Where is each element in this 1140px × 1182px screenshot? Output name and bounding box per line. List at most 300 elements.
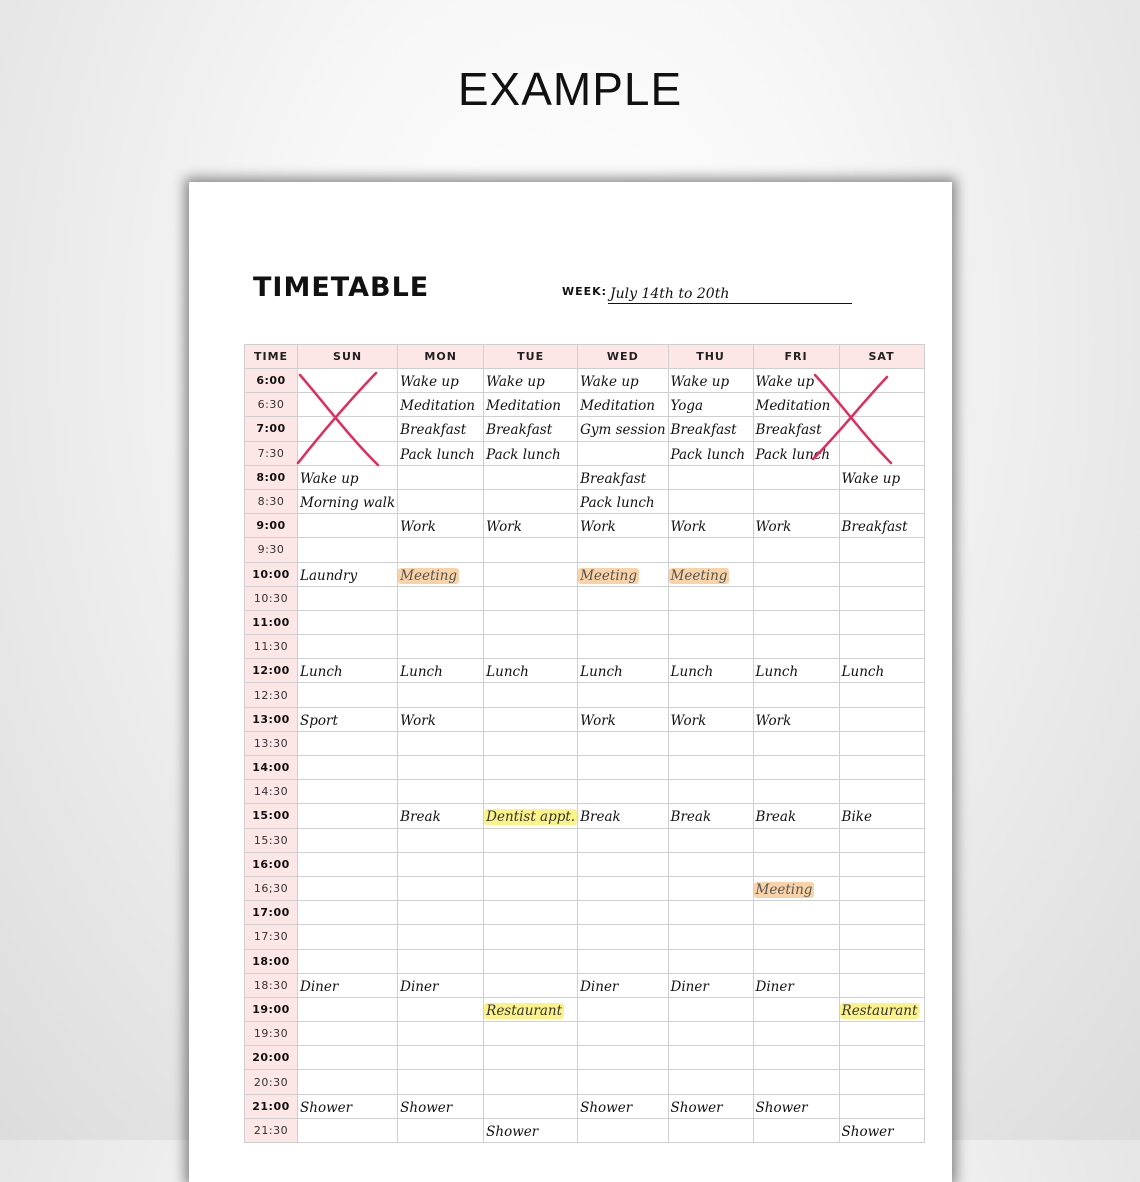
schedule-cell[interactable] [398,731,484,755]
schedule-cell[interactable] [839,1070,924,1094]
time-cell: 21:30 [245,1118,298,1142]
schedule-cell[interactable] [668,586,753,610]
table-row [245,780,925,804]
column-header-thu: THU [668,345,753,369]
schedule-cell[interactable] [578,756,668,780]
schedule-entry: Morning walk [300,495,396,512]
time-cell: 14:00 [245,756,298,780]
schedule-entry: Meditation [580,398,655,415]
schedule-entry: Lunch [841,664,885,681]
schedule-cell[interactable] [668,683,753,707]
schedule-cell[interactable] [668,997,753,1021]
schedule-cell[interactable] [753,804,839,828]
schedule-cell[interactable] [668,417,753,441]
schedule-cell[interactable] [298,1070,398,1094]
schedule-cell[interactable] [578,780,668,804]
schedule-cell[interactable] [398,1046,484,1070]
time-cell: 15:00 [245,804,298,828]
schedule-cell[interactable] [578,1094,668,1118]
schedule-cell[interactable] [484,973,578,997]
schedule-cell[interactable] [753,683,839,707]
schedule-entry: Shower [670,1099,723,1116]
table-row [245,1070,925,1094]
schedule-cell[interactable] [398,852,484,876]
schedule-cell[interactable] [839,901,924,925]
schedule-cell[interactable] [298,731,398,755]
time-cell: 13:00 [245,707,298,731]
time-cell: 10:00 [245,562,298,586]
schedule-cell[interactable] [578,417,668,441]
time-cell: 19:00 [245,997,298,1021]
schedule-cell[interactable] [668,973,753,997]
table-row [245,804,925,828]
schedule-cell[interactable] [839,780,924,804]
schedule-cell[interactable] [753,610,839,634]
schedule-cell[interactable] [668,393,753,417]
time-cell: 9:00 [245,514,298,538]
schedule-cell[interactable] [839,876,924,900]
table-row [245,901,925,925]
schedule-cell[interactable] [298,562,398,586]
schedule-cell[interactable] [484,489,578,513]
schedule-cell[interactable] [578,925,668,949]
schedule-cell[interactable] [484,756,578,780]
schedule-cell[interactable] [398,949,484,973]
schedule-cell[interactable] [668,780,753,804]
schedule-cell[interactable] [484,369,578,393]
schedule-entry: Pack lunch [580,495,655,512]
schedule-cell[interactable] [668,441,753,465]
schedule-entry: Diner [670,978,709,995]
schedule-cell[interactable] [668,1094,753,1118]
table-row [245,925,925,949]
schedule-cell[interactable] [753,514,839,538]
schedule-entry: Breakfast [486,422,553,439]
schedule-cell[interactable] [298,635,398,659]
schedule-cell[interactable] [484,1070,578,1094]
schedule-entry: Pack lunch [400,446,475,463]
schedule-entry: Pack lunch [486,446,561,463]
schedule-cell[interactable] [839,1094,924,1118]
schedule-cell[interactable] [753,925,839,949]
schedule-entry: Meeting [580,567,637,584]
schedule-cell[interactable] [298,925,398,949]
schedule-cell[interactable] [578,1022,668,1046]
schedule-cell[interactable] [484,562,578,586]
time-cell: 11:00 [245,610,298,634]
schedule-cell[interactable] [668,925,753,949]
schedule-cell[interactable] [398,610,484,634]
table-row [245,586,925,610]
schedule-cell[interactable] [298,901,398,925]
table-row [245,852,925,876]
schedule-cell[interactable] [753,1070,839,1094]
schedule-cell[interactable] [839,683,924,707]
schedule-cell[interactable] [298,780,398,804]
schedule-cell[interactable] [753,731,839,755]
schedule-cell[interactable] [839,1046,924,1070]
schedule-cell[interactable] [753,707,839,731]
schedule-cell[interactable] [668,1046,753,1070]
schedule-cell[interactable] [668,1022,753,1046]
schedule-cell[interactable] [484,901,578,925]
schedule-entry: Yoga [670,398,704,415]
table-row [245,635,925,659]
schedule-cell[interactable] [668,1070,753,1094]
schedule-cell[interactable] [578,901,668,925]
schedule-cell[interactable] [484,1046,578,1070]
schedule-cell[interactable] [484,925,578,949]
schedule-cell[interactable] [398,804,484,828]
schedule-cell[interactable] [484,417,578,441]
schedule-cell[interactable] [398,659,484,683]
schedule-cell[interactable] [484,949,578,973]
schedule-cell[interactable] [668,804,753,828]
schedule-cell[interactable] [398,1118,484,1142]
schedule-cell[interactable] [668,659,753,683]
schedule-entry: Lunch [670,664,714,681]
schedule-entry: Diner [580,978,619,995]
schedule-cell[interactable] [578,659,668,683]
schedule-cell[interactable] [298,538,398,562]
schedule-cell[interactable] [398,707,484,731]
time-cell: 8:00 [245,465,298,489]
schedule-cell[interactable] [668,538,753,562]
schedule-cell[interactable] [484,393,578,417]
time-cell: 18:30 [245,973,298,997]
schedule-entry: Breakfast [755,422,822,439]
schedule-cell[interactable] [298,610,398,634]
schedule-cell[interactable] [578,804,668,828]
schedule-entry: Meeting [400,567,458,584]
schedule-cell[interactable] [398,1022,484,1046]
schedule-entry: Lunch [580,664,623,681]
schedule-cell[interactable] [578,489,668,513]
schedule-entry: Wake up [486,374,545,391]
schedule-cell[interactable] [578,465,668,489]
schedule-cell[interactable] [484,731,578,755]
schedule-cell[interactable] [298,973,398,997]
table-row [245,973,925,997]
time-cell: 12:30 [245,683,298,707]
schedule-cell[interactable] [398,901,484,925]
schedule-cell[interactable] [484,707,578,731]
schedule-cell[interactable] [753,997,839,1021]
schedule-cell[interactable] [484,780,578,804]
schedule-entry: Work [400,519,436,536]
schedule-cell[interactable] [484,514,578,538]
schedule-cell[interactable] [398,973,484,997]
schedule-cell[interactable] [578,586,668,610]
schedule-cell[interactable] [398,635,484,659]
schedule-cell[interactable] [668,610,753,634]
column-header-tue: TUE [484,345,578,369]
schedule-cell[interactable] [753,586,839,610]
schedule-cell[interactable] [839,489,924,513]
schedule-cell[interactable] [668,514,753,538]
schedule-cell[interactable] [839,731,924,755]
schedule-cell[interactable] [398,562,484,586]
time-cell: 16;30 [245,876,298,900]
schedule-entry: Work [580,519,616,536]
schedule-entry: Breakfast [841,519,908,536]
schedule-cell[interactable] [668,756,753,780]
schedule-cell[interactable] [668,901,753,925]
schedule-cell[interactable] [753,780,839,804]
table-row [245,1118,925,1142]
schedule-cell[interactable] [839,925,924,949]
schedule-cell[interactable] [668,635,753,659]
page-title: TIMETABLE [253,272,430,303]
schedule-cell[interactable] [753,635,839,659]
week-underline [608,303,852,304]
schedule-cell[interactable] [753,1118,839,1142]
time-cell: 7:00 [245,417,298,441]
column-header-wed: WED [578,345,668,369]
table-row [245,949,925,973]
schedule-cell[interactable] [839,514,924,538]
schedule-entry: Restaurant [841,1002,918,1019]
schedule-cell[interactable] [298,876,398,900]
schedule-cell[interactable] [298,852,398,876]
schedule-cell[interactable] [578,852,668,876]
schedule-cell[interactable] [753,538,839,562]
schedule-cell[interactable] [398,683,484,707]
time-cell: 9:30 [245,538,298,562]
schedule-cell[interactable] [839,852,924,876]
schedule-cell[interactable] [753,1046,839,1070]
schedule-cell[interactable] [398,465,484,489]
schedule-cell[interactable] [753,973,839,997]
schedule-cell[interactable] [839,707,924,731]
schedule-cell[interactable] [839,1022,924,1046]
schedule-cell[interactable] [839,804,924,828]
schedule-cell[interactable] [578,514,668,538]
schedule-cell[interactable] [753,1094,839,1118]
schedule-cell[interactable] [578,369,668,393]
sat-cross-out-mark [809,371,895,467]
schedule-entry: Gym session [580,422,666,439]
schedule-cell[interactable] [398,514,484,538]
schedule-cell[interactable] [753,876,839,900]
schedule-cell[interactable] [484,586,578,610]
schedule-cell[interactable] [484,1022,578,1046]
schedule-cell[interactable] [668,852,753,876]
schedule-cell[interactable] [839,973,924,997]
schedule-cell[interactable] [839,997,924,1021]
schedule-cell[interactable] [398,780,484,804]
schedule-cell[interactable] [578,973,668,997]
schedule-entry: Break [400,809,441,826]
schedule-cell[interactable] [398,1094,484,1118]
schedule-cell[interactable] [753,756,839,780]
schedule-cell[interactable] [753,828,839,852]
schedule-entry: Dentist appt. [486,809,576,826]
schedule-cell[interactable] [298,514,398,538]
schedule-cell[interactable] [668,562,753,586]
schedule-entry: Diner [755,978,794,995]
schedule-entry: Meditation [486,398,561,415]
time-cell: 12:00 [245,659,298,683]
schedule-cell[interactable] [398,1070,484,1094]
schedule-cell[interactable] [398,538,484,562]
schedule-cell[interactable] [398,876,484,900]
schedule-cell[interactable] [668,828,753,852]
column-header-sun: SUN [298,345,398,369]
schedule-entry: Lunch [486,664,529,681]
schedule-entry: Restaurant [486,1002,563,1019]
schedule-cell[interactable] [753,949,839,973]
header-row [245,345,925,369]
schedule-cell[interactable] [839,659,924,683]
schedule-cell[interactable] [398,393,484,417]
schedule-cell[interactable] [398,756,484,780]
schedule-cell[interactable] [839,562,924,586]
schedule-cell[interactable] [298,707,398,731]
schedule-cell[interactable] [298,586,398,610]
schedule-cell[interactable] [484,659,578,683]
schedule-cell[interactable] [839,949,924,973]
schedule-cell[interactable] [668,489,753,513]
schedule-cell[interactable] [839,828,924,852]
schedule-cell[interactable] [484,441,578,465]
schedule-cell[interactable] [578,441,668,465]
schedule-cell[interactable] [398,925,484,949]
schedule-cell[interactable] [298,949,398,973]
schedule-cell[interactable] [484,852,578,876]
schedule-cell[interactable] [753,659,839,683]
schedule-entry: Pack lunch [670,446,746,463]
schedule-entry: Work [670,712,707,729]
schedule-cell[interactable] [668,707,753,731]
schedule-cell[interactable] [398,489,484,513]
schedule-cell[interactable] [484,804,578,828]
schedule-cell[interactable] [668,876,753,900]
table-row [245,659,925,683]
schedule-cell[interactable] [484,828,578,852]
time-cell: 21:00 [245,1094,298,1118]
table-row [245,562,925,586]
schedule-cell[interactable] [298,683,398,707]
table-row [245,610,925,634]
schedule-cell[interactable] [298,1094,398,1118]
schedule-cell[interactable] [578,562,668,586]
schedule-cell[interactable] [839,610,924,634]
schedule-cell[interactable] [753,465,839,489]
time-cell: 19:30 [245,1022,298,1046]
schedule-cell[interactable] [484,997,578,1021]
schedule-cell[interactable] [578,876,668,900]
schedule-cell[interactable] [298,489,398,513]
schedule-cell[interactable] [398,441,484,465]
time-cell: 14:30 [245,780,298,804]
schedule-cell[interactable] [578,610,668,634]
schedule-cell[interactable] [484,538,578,562]
schedule-cell[interactable] [578,707,668,731]
schedule-cell[interactable] [298,828,398,852]
schedule-entry: Break [670,809,712,826]
schedule-cell[interactable] [484,683,578,707]
schedule-cell[interactable] [839,1118,924,1142]
schedule-cell[interactable] [668,465,753,489]
schedule-cell[interactable] [298,1046,398,1070]
schedule-cell[interactable] [668,369,753,393]
schedule-entry: Meditation [400,398,475,415]
schedule-cell[interactable] [484,1118,578,1142]
schedule-cell[interactable] [578,393,668,417]
schedule-entry: Work [400,712,436,729]
schedule-cell[interactable] [578,1118,668,1142]
schedule-cell[interactable] [578,1070,668,1094]
schedule-cell[interactable] [753,489,839,513]
time-cell: 17:30 [245,925,298,949]
schedule-cell[interactable] [398,997,484,1021]
schedule-cell[interactable] [839,756,924,780]
schedule-cell[interactable] [753,901,839,925]
schedule-cell[interactable] [839,465,924,489]
schedule-cell[interactable] [484,1094,578,1118]
time-cell: 15:30 [245,828,298,852]
schedule-cell[interactable] [578,683,668,707]
schedule-cell[interactable] [298,1022,398,1046]
schedule-cell[interactable] [578,538,668,562]
schedule-cell[interactable] [484,876,578,900]
schedule-cell[interactable] [298,1118,398,1142]
schedule-cell[interactable] [753,562,839,586]
schedule-cell[interactable] [578,997,668,1021]
schedule-cell[interactable] [298,659,398,683]
schedule-cell[interactable] [484,610,578,634]
schedule-cell[interactable] [839,586,924,610]
schedule-cell[interactable] [578,635,668,659]
time-cell: 16:00 [245,852,298,876]
schedule-cell[interactable] [398,417,484,441]
schedule-cell[interactable] [668,731,753,755]
schedule-cell[interactable] [398,369,484,393]
schedule-cell[interactable] [484,635,578,659]
schedule-entry: Wake up [300,470,359,487]
schedule-cell[interactable] [753,1022,839,1046]
schedule-cell[interactable] [578,1046,668,1070]
schedule-cell[interactable] [578,828,668,852]
schedule-cell[interactable] [398,586,484,610]
schedule-entry: Meeting [670,567,728,584]
schedule-cell[interactable] [839,538,924,562]
table-row [245,538,925,562]
schedule-entry: Work [755,519,792,536]
schedule-entry: Wake up [755,374,815,391]
schedule-cell[interactable] [484,465,578,489]
schedule-cell[interactable] [298,756,398,780]
schedule-cell[interactable] [398,828,484,852]
table-row [245,756,925,780]
time-cell: 7:30 [245,441,298,465]
column-header-mon: MON [398,345,484,369]
table-row [245,731,925,755]
table-row [245,1094,925,1118]
schedule-cell[interactable] [839,635,924,659]
schedule-cell[interactable] [578,731,668,755]
schedule-cell[interactable] [578,949,668,973]
timetable-sheet [189,182,952,1182]
time-cell: 10:30 [245,586,298,610]
schedule-cell[interactable] [298,997,398,1021]
schedule-cell[interactable] [668,1118,753,1142]
schedule-cell[interactable] [298,804,398,828]
schedule-cell[interactable] [753,852,839,876]
schedule-entry: Meditation [755,398,831,415]
schedule-cell[interactable] [668,949,753,973]
